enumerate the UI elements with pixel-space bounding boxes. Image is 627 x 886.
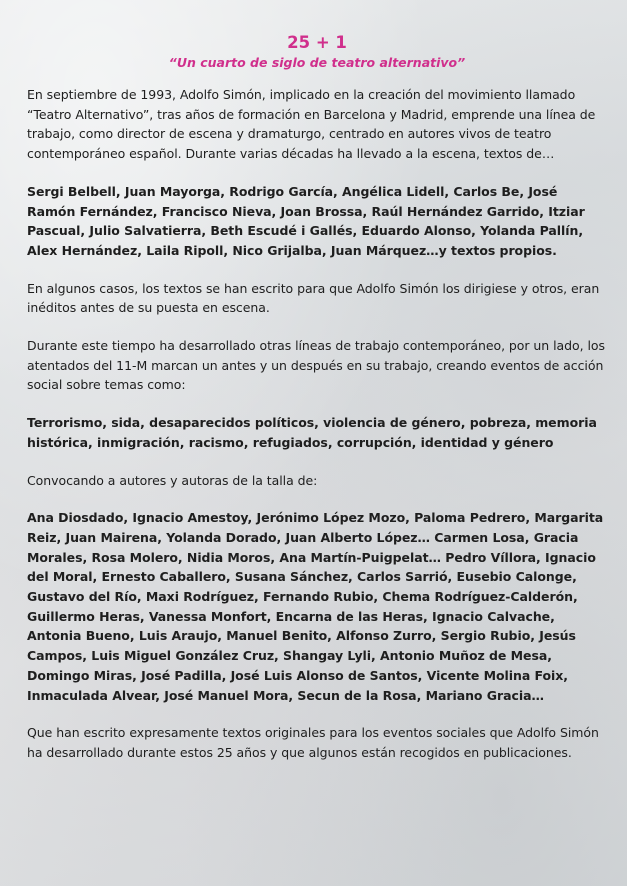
themes-paragraph: Terrorismo, sida, desaparecidos políticos, violencia de género, pobreza, memoria histórica, inmigración, racismo, refugiados, corrupción, identidad y género bbox=[27, 415, 597, 450]
authors-list-paragraph: Sergi Belbell, Juan Mayorga, Rodrigo García, Angélica Lidell, Carlos Be, José Ramón Fernández, Francisco Nieva, Joan Brossa, Raúl Hernández Garrido, Itziar Pascual, Julio Salvatierra, Beth Escudé i Gallés, Eduardo Alonso, Yolanda Pallín, Alex Hernández, Laila Ripoll, Nico Grijalba, Juan Márquez…y textos propios. bbox=[27, 183, 585, 258]
page-title: 25 + 1 bbox=[287, 33, 347, 52]
spacer bbox=[27, 395, 607, 413]
spacer bbox=[27, 71, 607, 85]
page-subtitle: “Un cuarto de siglo de teatro alternativo” bbox=[168, 55, 466, 70]
document-body bbox=[27, 33, 607, 763]
spacer bbox=[27, 705, 607, 723]
spacer bbox=[27, 490, 607, 508]
spacer bbox=[27, 261, 607, 279]
closing-paragraph: Que han escrito expresamente textos originales para los eventos sociales que Adolfo Simón ha desarrollado durante estos 25 años y que algunos están recogidos en publicaciones. bbox=[27, 725, 599, 760]
convocando-paragraph: Convocando a autores y autoras de la talla de: bbox=[27, 472, 318, 488]
spacer bbox=[27, 453, 607, 471]
spacer bbox=[27, 164, 607, 182]
intro-paragraph: En septiembre de 1993, Adolfo Simón, implicado en la creación del movimiento llamado “Teatro Alternativo”, tras años de formación en Barcelona y Madrid, emprende una línea de trabajo, como director de escena y dramaturgo, centrado en autores vivos de teatro contemporáneo español. Durante varias décadas ha llevado a la escena, textos de… bbox=[27, 87, 596, 162]
some-cases-paragraph: En algunos casos, los textos se han escrito para que Adolfo Simón los dirigiese y otros, eran inéditos antes de su puesta en escena. bbox=[27, 280, 600, 316]
other-lines-paragraph: Durante este tiempo ha desarrollado otras líneas de trabajo contemporáneo, por un lado, los atentados del 11-M marcan un antes y un después en su trabajo, creando eventos de acción social sobre temas como: bbox=[27, 338, 605, 393]
authors2-list-paragraph: Ana Diosdado, Ignacio Amestoy, Jerónimo López Mozo, Paloma Pedrero, Margarita Reiz, Juan Mairena, Yolanda Dorado, Juan Alberto López… Carmen Losa, Gracia Morales, Rosa Molero, Nidia Moros, Ana Martín-Puigpelat… Pedro Víllora, Ignacio del Moral, Ernesto Caballero, Susana Sánchez, Carlos Sarrió, Eusebio Calonge, Gustavo del Río, Maxi Rodríguez, Fernando Rubio, Chema Rodríguez-Calderón, Guillermo Heras, Vanessa Monfort, Encarna de las Heras, Ignacio Calvache, Antonia Bueno, Luis Araujo, Manuel Benito, Alfonso Zurro, Sergio Rubio, Jesús Campos, Luis Miguel González Cruz, Shangay Lyli, Antonio Muñoz de Mesa, Domingo Miras, José Padilla, José Luis Alonso de Santos, Vicente Molina Foix, Inmaculada Alvear, José Manuel Mora, Secun de la Rosa, Mariano Gracia… bbox=[27, 510, 604, 703]
spacer bbox=[27, 318, 607, 336]
